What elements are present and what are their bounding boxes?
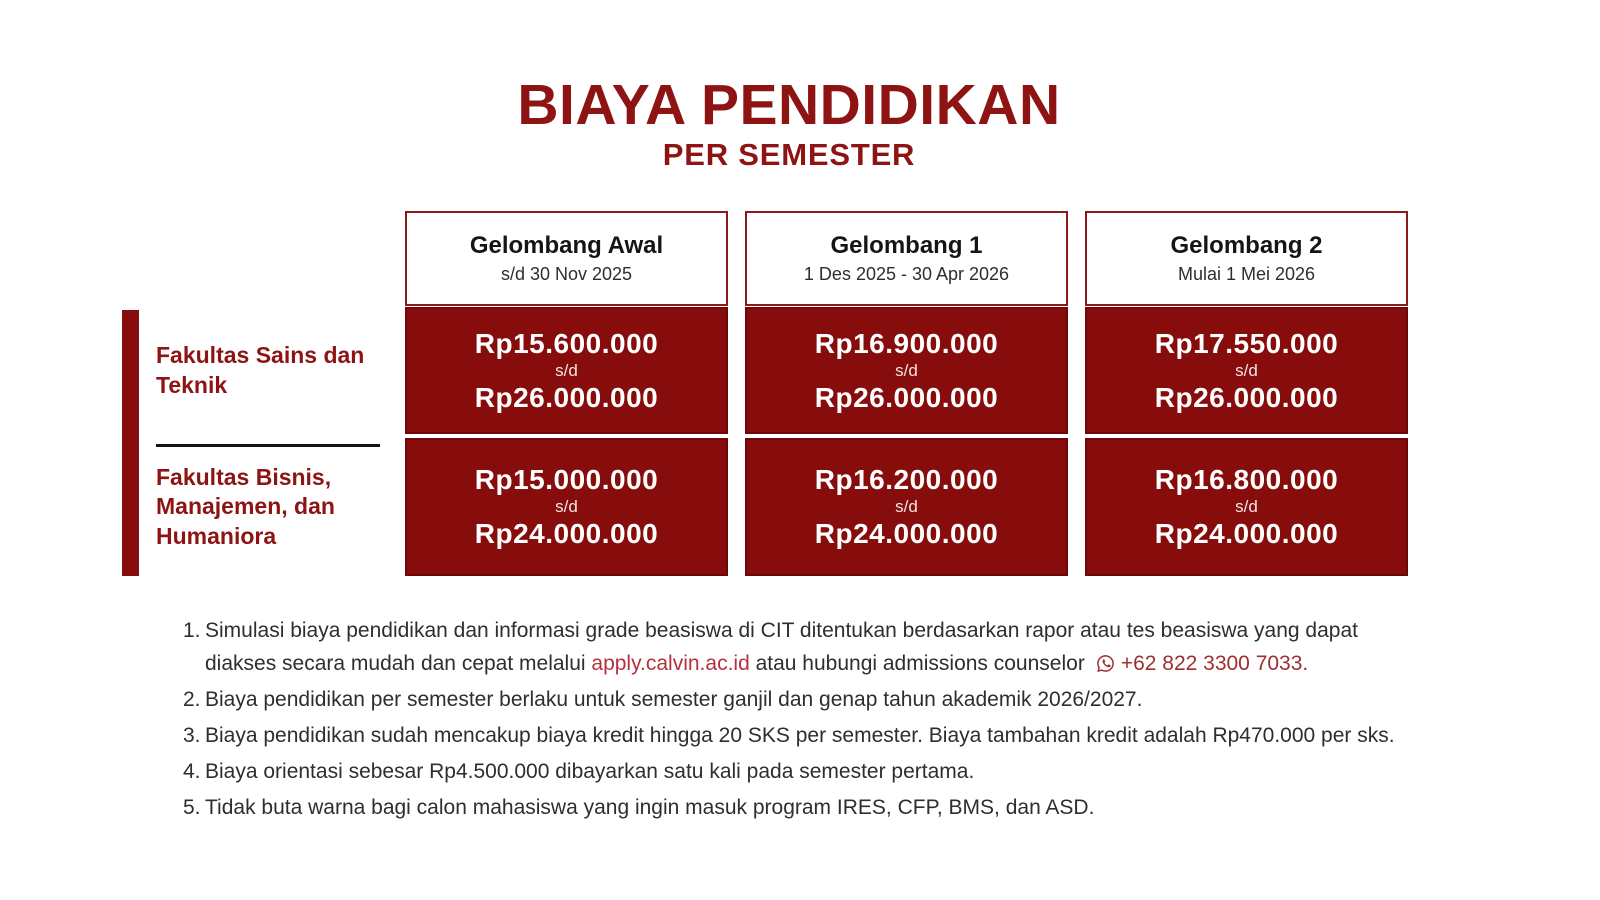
- fee-range-separator: s/d: [895, 497, 918, 516]
- fee-range-separator: s/d: [555, 497, 578, 516]
- note-number: 1.: [183, 619, 201, 642]
- fee-cell-sains-gelombang-2: [1085, 307, 1408, 434]
- fee-cell-bisnis-gelombang-awal: [405, 438, 728, 576]
- note-number: 3.: [183, 724, 201, 747]
- note-item-2: [183, 683, 1548, 716]
- row-label-fakultas-sains-teknik: Fakultas Sains dan Teknik: [156, 342, 365, 398]
- fee-cell-bisnis-gelombang-1: [745, 438, 1068, 576]
- fee-max: Rp24.000.000: [1154, 518, 1339, 549]
- row-label-fakultas-bisnis-manajemen-humaniora: Fakultas Bisnis, Manajemen, dan Humaniora: [156, 463, 335, 549]
- note-item-1: [183, 614, 1548, 680]
- fee-cell-bisnis-gelombang-2: [1085, 438, 1408, 576]
- column-title: Gelombang 1: [830, 232, 983, 259]
- fee-min: Rp16.200.000: [814, 464, 999, 495]
- note-number: 5.: [183, 796, 201, 819]
- note-text: Biaya pendidikan per semester berlaku untuk semester ganjil dan genap tahun akademik 2026/2027.: [205, 688, 1143, 711]
- note-text: [205, 614, 1548, 680]
- fee-cell-sains-gelombang-1: [745, 307, 1068, 434]
- column-header-gelombang-2: [1085, 211, 1408, 306]
- fee-cell-sains-gelombang-awal: [405, 307, 728, 434]
- notes-list: [183, 614, 1548, 827]
- column-period: 1 Des 2025 - 30 Apr 2026: [803, 264, 1010, 284]
- fee-max: Rp24.000.000: [814, 518, 999, 549]
- column-header-gelombang-1: [745, 211, 1068, 306]
- fee-range-separator: s/d: [1235, 360, 1258, 380]
- note-text: Tidak buta warna bagi calon mahasiswa yang ingin masuk program IRES, CFP, BMS, dan ASD.: [205, 796, 1095, 819]
- note-number: 4.: [183, 760, 201, 783]
- column-period: Mulai 1 Mei 2026: [1177, 264, 1316, 284]
- fee-min: Rp16.800.000: [1154, 464, 1339, 495]
- fee-max: Rp26.000.000: [814, 381, 999, 413]
- column-title: Gelombang 2: [1170, 232, 1323, 259]
- note-item-5: [183, 791, 1548, 824]
- page-subtitle: PER SEMESTER: [662, 137, 916, 172]
- whatsapp-icon: [1085, 647, 1121, 680]
- fee-max: Rp24.000.000: [474, 518, 659, 549]
- note-1-line-2: diakses secara mudah dan cepat melalui: [205, 652, 592, 675]
- note-1-line-1: Simulasi biaya pendidikan dan informasi grade beasiswa di CIT ditentukan berdasarkan rapor atau tes beasiswa yang dapat: [205, 619, 1358, 642]
- column-period: s/d 30 Nov 2025: [500, 264, 633, 284]
- fee-range-separator: s/d: [895, 360, 918, 380]
- column-title: Gelombang Awal: [469, 232, 664, 259]
- phone-link[interactable]: +62 822 3300 7033.: [1120, 652, 1309, 675]
- fee-range-separator: s/d: [555, 360, 578, 380]
- note-item-3: [183, 719, 1548, 752]
- row-accent-bar: [122, 310, 139, 576]
- page-title: BIAYA PENDIDIKAN: [517, 73, 1061, 137]
- column-header-gelombang-awal: [405, 211, 728, 306]
- fee-min: Rp15.600.000: [474, 327, 659, 359]
- apply-link[interactable]: apply.calvin.ac.id: [591, 652, 750, 675]
- fee-max: Rp26.000.000: [474, 381, 659, 413]
- fee-min: Rp15.000.000: [474, 464, 659, 495]
- note-text: Biaya orientasi sebesar Rp4.500.000 dibayarkan satu kali pada semester pertama.: [205, 760, 975, 783]
- note-text: Biaya pendidikan sudah mencakup biaya kredit hingga 20 SKS per semester. Biaya tambahan kredit adalah Rp470.000 per sks.: [205, 724, 1395, 747]
- fee-max: Rp26.000.000: [1154, 381, 1339, 413]
- fee-range-separator: s/d: [1235, 497, 1258, 516]
- fee-min: Rp17.550.000: [1154, 327, 1339, 359]
- fee-min: Rp16.900.000: [814, 327, 999, 359]
- note-number: 2.: [183, 688, 201, 711]
- note-1-line-2-mid: atau hubungi admissions counselor: [749, 652, 1085, 675]
- note-item-4: [183, 755, 1548, 788]
